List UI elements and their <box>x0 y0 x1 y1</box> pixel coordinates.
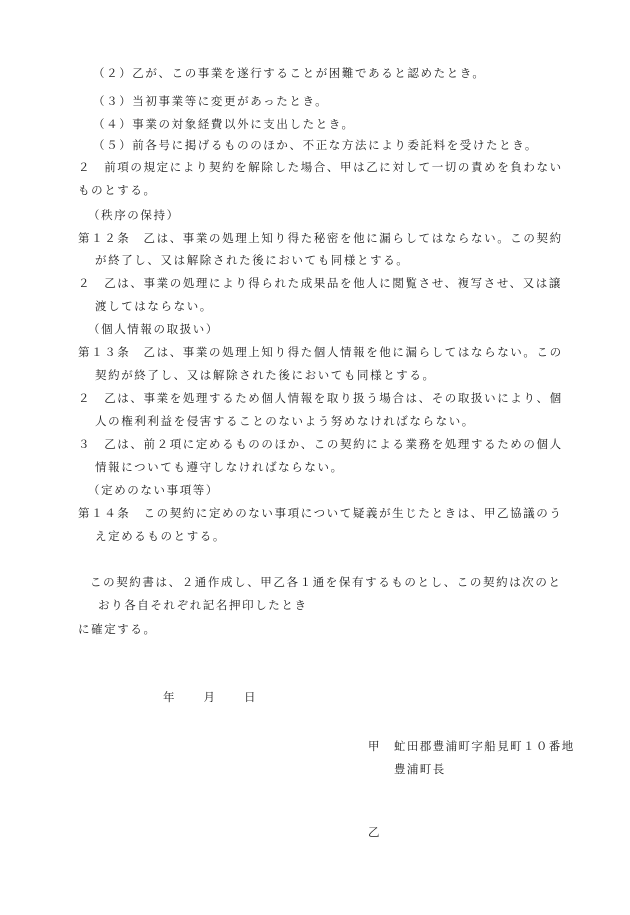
clause-item-4: （４）事業の対象経費以外に支出したとき。 <box>93 117 355 131</box>
heading-unspecified-matters: （定めのない事項等） <box>88 483 219 497</box>
paragraph-2-line-1: ２ 前項の規定により契約を解除した場合、甲は乙に対して一切の責めを負わない <box>78 160 563 174</box>
article-13-para-2-line-1: ２ 乙は、事業を処理するため個人情報を取り扱う場合は、その取扱いにより、個 <box>78 391 563 405</box>
party-a-address: 虻田郡豊浦町字船見町１０番地 <box>394 739 575 753</box>
clause-item-2: （２）乙が、この事業を遂行することが困難であると認めたとき。 <box>93 66 486 80</box>
article-14-line-1: 第１４条 この契約に定めのない事項について疑義が生じたときは、甲乙協議のう <box>78 506 563 520</box>
article-14-line-2: え定めるものとする。 <box>95 529 226 543</box>
article-12-para-2-line-2: 渡してはならない。 <box>95 299 213 313</box>
article-12-para-2-line-1: ２ 乙は、事業の処理により得られた成果品を他人に閲覧させ、複写させ、又は譲 <box>78 276 563 290</box>
article-13-para-2-line-2: 人の権利利益を侵害することのないよう努めなければならない。 <box>95 414 475 428</box>
party-a-label: 甲 <box>368 739 381 753</box>
article-13-para-3-line-2: 情報についても遵守しなければならない。 <box>95 460 344 474</box>
article-12-line-2: が終了し、又は解除された後においても同様とする。 <box>95 253 410 267</box>
article-13-line-2: 契約が終了し、又は解除された後においても同様とする。 <box>95 368 436 382</box>
paragraph-2-line-2: ものとする。 <box>78 183 157 197</box>
party-a-name: 豊浦町長 <box>394 762 446 776</box>
closing-statement-line-2: おり各自それぞれ記名押印したとき <box>98 598 308 612</box>
article-13-para-3-line-1: ３ 乙は、前２項に定めるもののほか、この契約による業務を処理するための個人 <box>78 437 563 451</box>
clause-item-5: （５）前各号に掲げるもののほか、不正な方法により委託料を受けたとき。 <box>93 138 538 152</box>
heading-personal-information: （個人情報の取扱い） <box>88 322 219 336</box>
article-12-line-1: 第１２条 乙は、事業の処理上知り得た秘密を他に漏らしてはならない。この契約 <box>78 231 563 245</box>
closing-statement-line-1: この契約書は、２通作成し、甲乙各１通を保有するものとし、この契約は次のと <box>90 575 562 589</box>
closing-statement-line-3: に確定する。 <box>78 622 157 636</box>
party-b-label: 乙 <box>368 825 381 839</box>
heading-order-maintenance: （秩序の保持） <box>88 208 180 222</box>
clause-item-3: （３）当初事業等に変更があったとき。 <box>93 94 329 108</box>
date-line: 年 月 日 <box>163 690 258 704</box>
article-13-line-1: 第１３条 乙は、事業の処理上知り得た個人情報を他に漏らしてはならない。この <box>78 345 563 359</box>
